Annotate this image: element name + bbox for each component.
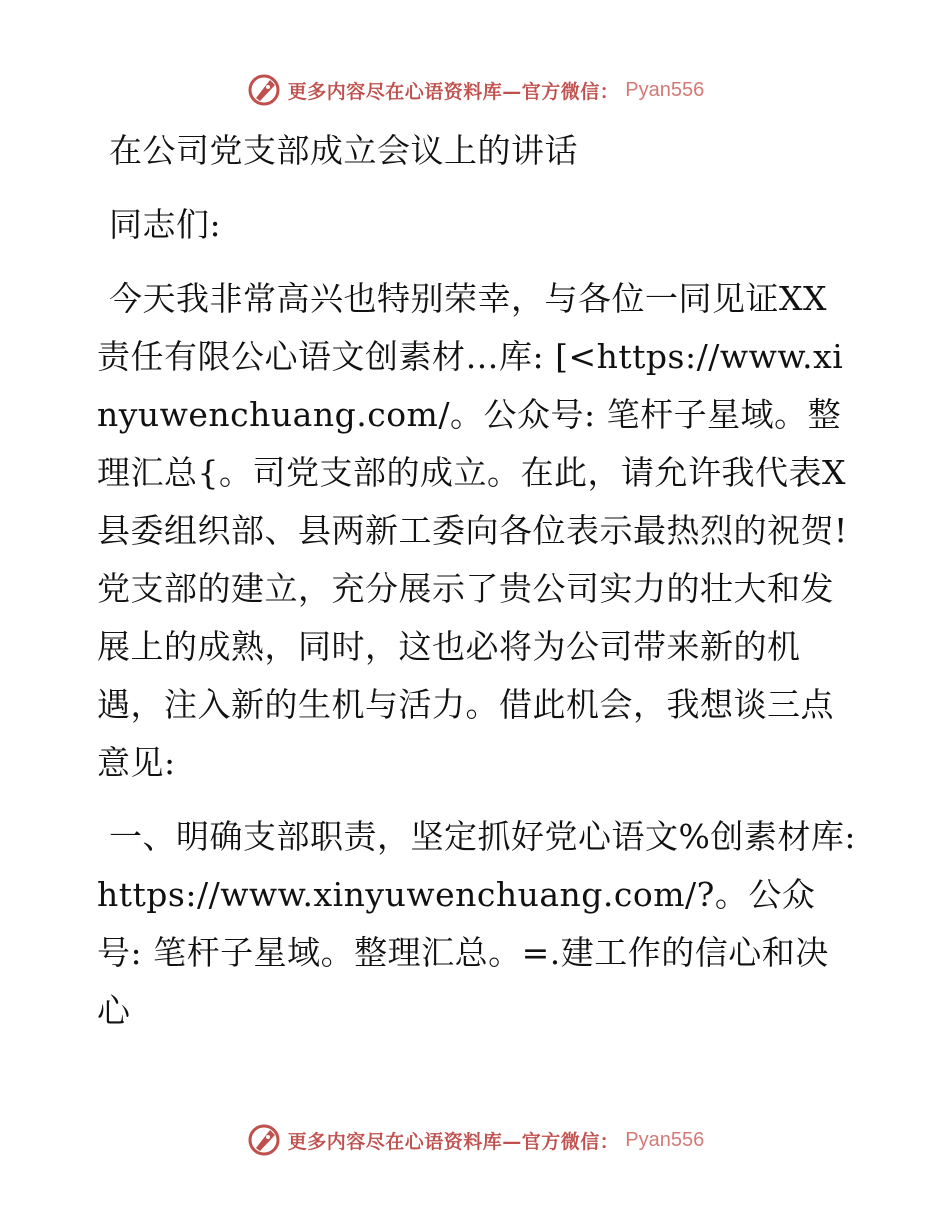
paragraph-2: 一、明确支部职责，坚定抓好党心语文%创素材库: https://www.xinyuwenchuang.com/?。公众号: 笔杆子星域。整理汇总。=.建工作的信心和决心 (97, 817, 856, 1030)
watermark-text: 更多内容尽在心语资料库—官方微信： (287, 1130, 620, 1153)
watermark-wechat-id: Pyan556 (625, 78, 705, 101)
watermark-wechat-id: Pyan556 (625, 1128, 705, 1151)
pen-nib-logo-icon (246, 1122, 282, 1158)
footer-watermark (0, 1122, 950, 1158)
salutation: 同志们: (109, 205, 222, 244)
document-title: 在公司党支部成立会议上的讲话 (109, 131, 578, 170)
pen-nib-logo-icon (246, 72, 282, 108)
document-body (97, 122, 857, 1056)
watermark-text: 更多内容尽在心语资料库—官方微信： (287, 80, 620, 103)
header-watermark (0, 72, 950, 108)
paragraph-1: 今天我非常高兴也特别荣幸，与各位一同见证XX责任有限公心语文创素材…库: [<https://www.xinyuwenchuang.com/。公众号: 笔杆子星域。整理汇总{。司党支部的成立。在此，请允许我代表X县委组织部、县两新工委向各位表示最热烈的祝贺!党支部的建立，充分展示了贵公司实力的壮大和发展上的成熟，同时，这也必将为公司带来新的机遇，注入新的生机与活力。借此机会，我想谈三点意见: (97, 279, 848, 782)
